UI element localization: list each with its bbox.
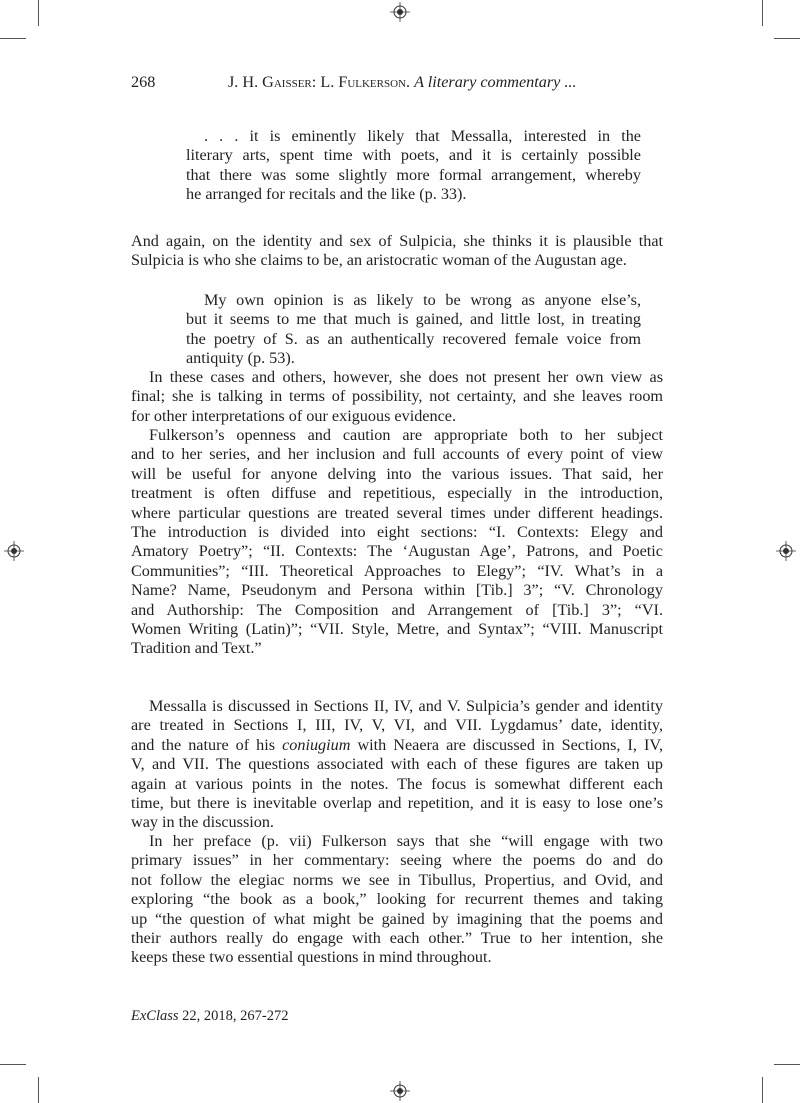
text-line: Messalla is discussed in Sections II, IV, and V. Sulpicia’s gender and identity [149, 697, 663, 715]
book-title: A literary commentary ... [414, 73, 577, 91]
registration-mark-icon [776, 541, 796, 561]
crop-mark [762, 0, 763, 26]
text-line: Fulkerson’s openness and caution are appropriate both to her subject [149, 426, 663, 444]
paragraph [131, 832, 663, 968]
crop-mark [774, 38, 800, 39]
separator: : [311, 73, 321, 91]
text-line: time, but there is inevitable overlap and repetition, and it is easy to lose one’s [131, 794, 663, 813]
text-line: the poetry of S. as an authentically recovered female voice from [186, 329, 641, 348]
text-line: Communities”; “III. Theoretical Approaches to Elegy”; “IV. What’s in a [131, 561, 663, 580]
crop-mark [774, 1064, 800, 1065]
text-line: will be useful for anyone delving into the various issues. That said, her [131, 464, 663, 483]
text-line: again at various points in the notes. The focus is somewhat different each [131, 774, 663, 793]
text-line: . . . it is eminently likely that Messalla, interested in the [204, 127, 641, 145]
text-line [131, 736, 663, 755]
text-line: he arranged for recitals and the like (p. 33). [186, 185, 467, 204]
text-line: for other interpretations of our exiguous evidence. [131, 406, 456, 425]
crop-mark [38, 1077, 39, 1103]
text-line: V, and VII. The questions associated with each of these figures are taken up [131, 755, 663, 774]
registration-mark-icon [4, 541, 24, 561]
page-number: 268 [131, 73, 156, 91]
text-line: antiquity (p. 53). [186, 349, 295, 368]
author-name: L. Fulkerson [320, 73, 406, 91]
crop-mark [38, 0, 39, 26]
block-quote [186, 291, 641, 369]
paragraph [131, 697, 663, 833]
text-line: up “the question of what might be gained by imagining that the poems and [131, 909, 663, 928]
text-line: Name? Name, Pseudonym and Persona within [Tib.] 3”; “V. Chronology [131, 581, 663, 600]
text-line: and Authorship: The Composition and Arrangement of [Tib.] 3”; “VI. [131, 600, 663, 619]
text-line: are treated in Sections I, III, IV, V, VI, and VII. Lygdamus’ date, identity, [131, 716, 663, 735]
text-line: treatment is often diffuse and repetitious, especially in the introduction, [131, 484, 663, 503]
crop-mark [762, 1077, 763, 1103]
registration-mark-icon [390, 2, 410, 22]
text-line: not follow the elegiac norms we see in Tibullus, Propertius, and Ovid, and [131, 870, 663, 889]
text-line: Sulpicia is who she claims to be, an aristocratic woman of the Augustan age. [131, 251, 627, 270]
citation-details: 22, 2018, 267-272 [178, 1008, 289, 1024]
text-line: way in the discussion. [131, 813, 274, 832]
text-segment: with Neaera are discussed in Sections, I, IV, [350, 735, 664, 754]
text-line: Amatory Poetry”; “II. Contexts: The ‘Augustan Age’, Patrons, and Poetic [131, 542, 663, 561]
text-line: Women Writing (Latin)”; “VII. Style, Metre, and Syntax”; “VIII. Manuscript [131, 620, 663, 639]
text-line: And again, on the identity and sex of Sulpicia, she thinks it is plausible that [131, 232, 663, 250]
footer-citation [131, 1008, 289, 1025]
italic-term: coniugium [282, 735, 351, 754]
crop-mark [0, 38, 26, 39]
text-line: In her preface (p. vii) Fulkerson says that she “will engage with two [149, 832, 663, 850]
registration-mark-icon [390, 1081, 410, 1101]
text-line: that there was some slightly more formal arrangement, whereby [186, 165, 641, 184]
paragraph [131, 426, 663, 659]
paragraph [131, 368, 663, 426]
reviewer-name: J. H. Gaisser [228, 73, 312, 91]
text-line: keeps these two essential questions in mind throughout. [131, 948, 492, 967]
text-line: and to her series, and her inclusion and full accounts of every point of view [131, 445, 663, 464]
text-line: literary arts, spent time with poets, and it is certainly possible [186, 146, 641, 165]
text-segment: and the nature of his [131, 735, 283, 754]
paragraph [131, 232, 663, 271]
text-line: where particular questions are treated several times under different headings. [131, 503, 663, 522]
text-line: In these cases and others, however, she does not present her own view as [149, 368, 663, 386]
text-line: but it seems to me that much is gained, and little lost, in treating [186, 310, 641, 329]
text-line: exploring “the book as a book,” looking for recurrent themes and taking [131, 890, 663, 909]
text-line: Tradition and Text.” [131, 639, 262, 658]
text-line: final; she is talking in terms of possibility, not certainty, and she leaves room [131, 387, 663, 406]
crop-mark [0, 1064, 26, 1065]
text-line: primary issues” in her commentary: seeing where the poems do and do [131, 851, 663, 870]
text-line: The introduction is divided into eight sections: “I. Contexts: Elegy and [131, 523, 663, 542]
block-quote [186, 127, 641, 205]
running-title: J. H. Gaisser: L. Fulkerson. A literary commentary ... [228, 73, 577, 91]
text-line: their authors really do engage with each other.” True to her intention, she [131, 929, 663, 948]
text-line: My own opinion is as likely to be wrong as anyone else’s, [204, 291, 641, 309]
journal-name: ExClass [131, 1008, 179, 1024]
